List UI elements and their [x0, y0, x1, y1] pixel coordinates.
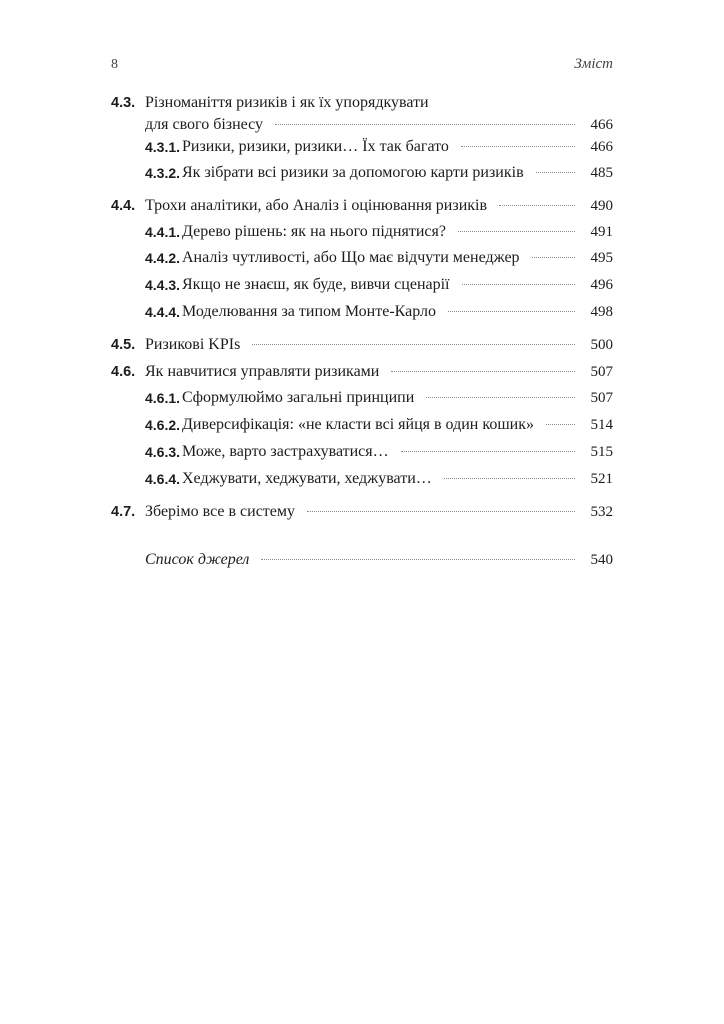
toc-title: Хеджувати, хеджувати, хеджувати… [182, 470, 432, 487]
toc-title: Дерево рішень: як на нього піднятися? [182, 223, 446, 240]
dot-leader [546, 424, 575, 425]
dot-leader [426, 397, 575, 398]
toc-page: 500 [590, 337, 613, 353]
dot-leader [532, 257, 575, 258]
toc-entry-4-3 [0, 93, 724, 137]
dot-leader [401, 451, 575, 452]
dot-leader [462, 284, 576, 285]
toc-title: Як навчитися управляти ризиками [145, 363, 380, 380]
toc-page: 514 [590, 417, 613, 433]
toc-entry-4-6-2 [0, 415, 724, 439]
dot-leader [252, 344, 575, 345]
toc-page: 466 [590, 117, 613, 133]
toc-page: 495 [590, 250, 613, 266]
toc-title: Сформулюймо загальні принципи [182, 389, 415, 406]
toc-title-line2: для свого бізнесу [145, 116, 264, 133]
toc-number: 4.6.4. [145, 471, 181, 487]
dot-leader [536, 172, 575, 173]
toc-entry-4-6 [0, 362, 724, 386]
toc-number: 4.4.2. [145, 250, 181, 266]
toc-title: Список джерел [145, 551, 250, 568]
toc-page: 540 [590, 552, 613, 568]
toc-title: Зберімо все в систему [145, 503, 296, 520]
toc-entry-4-5 [0, 335, 724, 359]
toc-entry-4-4-3 [0, 275, 724, 299]
toc-page: 485 [590, 165, 613, 181]
toc-entry-4-3-2 [0, 163, 724, 187]
toc-title: Може, варто застрахуватися… [182, 443, 389, 460]
running-title: Зміст [574, 56, 613, 72]
toc-page: 498 [590, 304, 613, 320]
toc-entry-4-6-3 [0, 442, 724, 466]
toc-number: 4.5. [111, 337, 136, 353]
toc-number: 4.6.1. [145, 390, 181, 406]
toc-entry-bibliography [0, 550, 724, 574]
toc-title-line1: Різноманіття ризиків і як їх упорядкувати [145, 94, 429, 111]
toc-entry-4-6-4 [0, 469, 724, 493]
toc-entry-4-4-2 [0, 248, 724, 272]
toc-title: Моделювання за типом Монте-Карло [182, 303, 436, 320]
dot-leader [458, 231, 575, 232]
dot-leader [448, 311, 575, 312]
toc-number: 4.4.4. [145, 304, 181, 320]
dot-leader [275, 124, 575, 125]
toc-page: 507 [590, 364, 613, 380]
dot-leader [391, 371, 575, 372]
toc-title: Диверсифікація: «не класти всі яйця в один кошик» [182, 416, 534, 433]
dot-leader [307, 511, 575, 512]
toc-entry-4-3-1 [0, 137, 724, 161]
toc-entry-4-6-1 [0, 388, 724, 412]
toc-number: 4.3. [111, 95, 136, 111]
toc-entry-4-4 [0, 196, 724, 220]
dot-leader [461, 146, 575, 147]
dot-leader [444, 478, 575, 479]
toc-number: 4.4.3. [145, 277, 181, 293]
toc-number: 4.3.1. [145, 139, 181, 155]
toc-number: 4.6. [111, 364, 136, 380]
toc-page: 491 [590, 224, 613, 240]
toc-entry-4-4-1 [0, 222, 724, 246]
toc-number: 4.7. [111, 504, 136, 520]
toc-title: Якщо не знаєш, як буде, вивчи сценарії [182, 276, 450, 293]
toc-entry-4-7 [0, 502, 724, 526]
toc-title: Трохи аналітики, або Аналіз і оцінювання ризиків [145, 197, 488, 214]
toc-page: 490 [590, 198, 613, 214]
toc-page: 507 [590, 390, 613, 406]
toc-page: 515 [590, 444, 613, 460]
page-number: 8 [111, 57, 118, 72]
toc-page: 532 [590, 504, 613, 520]
toc-number: 4.4. [111, 198, 136, 214]
toc-number: 4.3.2. [145, 165, 181, 181]
toc-page: 466 [590, 139, 613, 155]
toc-page: 496 [590, 277, 613, 293]
toc-title: Як зібрати всі ризики за допомогою карти ризиків [182, 164, 524, 181]
dot-leader [499, 205, 575, 206]
toc-page: 521 [590, 471, 613, 487]
toc-title: Аналіз чутливості, або Що має відчути менеджер [182, 249, 520, 266]
dot-leader [261, 559, 575, 560]
toc-number: 4.4.1. [145, 224, 181, 240]
toc-number: 4.6.2. [145, 417, 181, 433]
toc-title: Ризики, ризики, ризики… Їх так багато [182, 138, 449, 155]
toc-number: 4.6.3. [145, 444, 181, 460]
toc-entry-4-4-4 [0, 302, 724, 326]
toc-title: Ризикові KPIs [145, 336, 241, 353]
